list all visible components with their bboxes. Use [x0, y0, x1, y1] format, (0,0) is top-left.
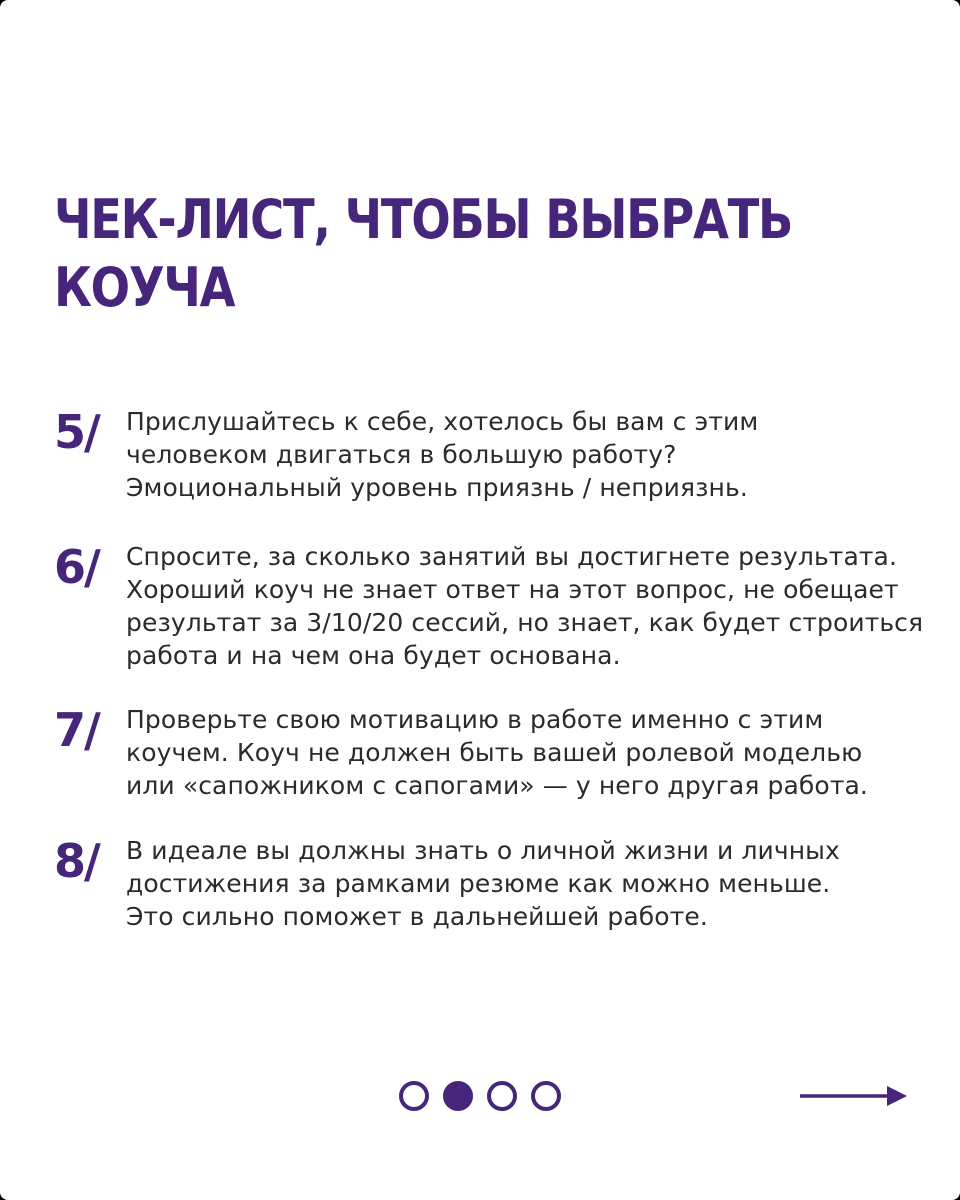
item-text-line: Эмоциональный уровень приязнь / неприязнь. [126, 473, 748, 502]
item-text [126, 405, 936, 504]
item-text-line: человеком двигаться в большую работу? [126, 440, 677, 469]
item-text-line: результат за 3/10/20 сессий, но знает, как будет строиться [126, 608, 924, 637]
item-text-line: В идеале вы должны знать о личной жизни и личных [126, 836, 840, 865]
page-dot-4[interactable] [531, 1081, 561, 1111]
item-number: 7/ [54, 703, 99, 757]
item-number: 8/ [54, 834, 99, 888]
item-text-line: коучем. Коуч не должен быть вашей ролевой моделью [126, 738, 863, 767]
item-text-line: Прислушайтесь к себе, хотелось бы вам с этим [126, 407, 759, 436]
item-number: 6/ [54, 540, 99, 594]
item-text [126, 703, 936, 802]
item-text [126, 834, 936, 933]
item-text-line: Хороший коуч не знает ответ на этот вопрос, не обещает [126, 575, 899, 604]
page-dot-2-active[interactable] [443, 1081, 473, 1111]
item-text-line: работа и на чем она будет основана. [126, 641, 621, 670]
item-text [126, 540, 936, 672]
title-line-2: КОУЧА [54, 256, 235, 319]
item-text-line: Спросите, за сколько занятий вы достигнете результата. [126, 542, 898, 571]
arrow-right-icon[interactable] [799, 1083, 909, 1109]
page-dot-3[interactable] [487, 1081, 517, 1111]
item-text-line: Проверьте свою мотивацию в работе именно с этим [126, 705, 824, 734]
title-line-1: ЧЕК-ЛИСТ, ЧТОБЫ ВЫБРАТЬ [54, 188, 793, 251]
item-number: 5/ [54, 405, 99, 459]
item-text-line: Это сильно поможет в дальнейшей работе. [126, 902, 708, 931]
item-text-line: или «сапожником с сапогами» — у него другая работа. [126, 771, 868, 800]
page-title [54, 186, 794, 322]
pagination-dots [399, 1081, 561, 1111]
item-text-line: достижения за рамками резюме как можно меньше. [126, 869, 831, 898]
page-dot-1[interactable] [399, 1081, 429, 1111]
